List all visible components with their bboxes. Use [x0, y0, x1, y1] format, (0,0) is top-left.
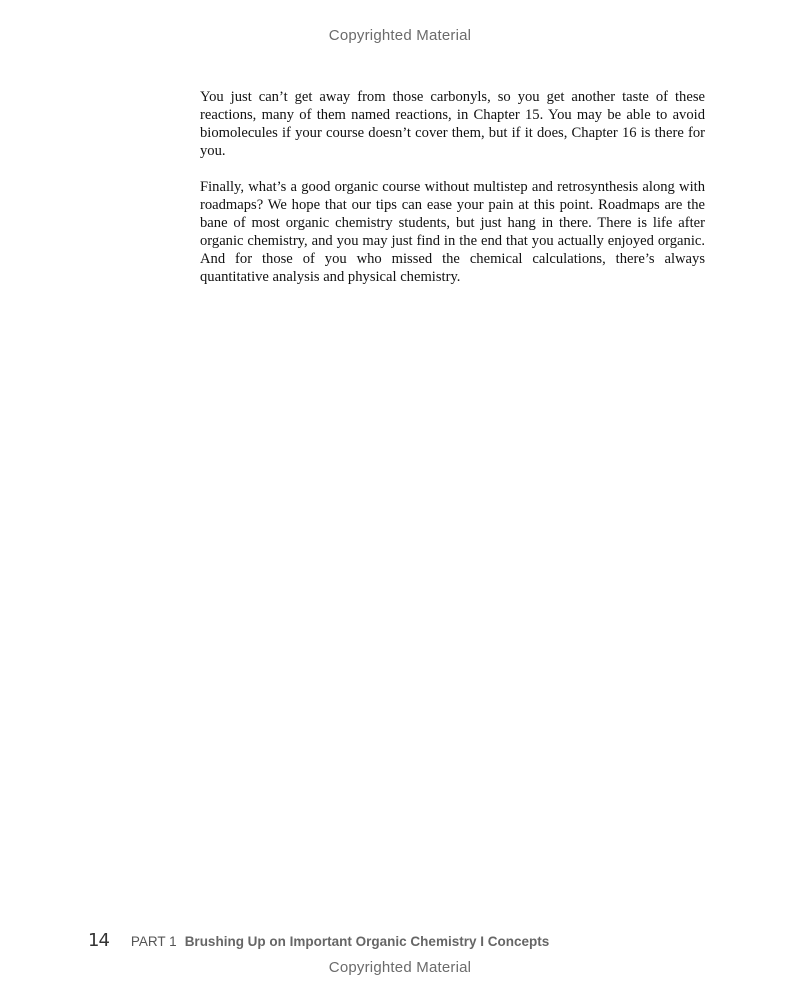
copyright-watermark-top: Copyrighted Material	[328, 27, 472, 44]
running-title: Brushing Up on Important Organic Chemistry I Concepts	[184, 934, 550, 949]
body-text	[200, 88, 705, 304]
copyright-watermark-bottom: Copyrighted Material	[328, 959, 472, 976]
part-label: PART 1	[130, 934, 177, 949]
page-footer	[88, 930, 549, 954]
paragraph-carbonyls: You just can’t get away from those carbonyls, so you get another taste of these reactions, many of them named reactions, in Chapter 15. You may be able to avoid biomolecules if your course doesn’t cover them, but if it does, Chapter 16 is there for you.	[200, 89, 705, 159]
page-number: 14	[88, 930, 109, 951]
paragraph-roadmaps: Finally, what’s a good organic course without multistep and retrosynthesis along with roadmaps? We hope that our tips can ease your pain at this point. Roadmaps are the bane of most organic chemistry students, but just hang in there. There is life after organic chemistry, and you may just find in the end that you actually enjoyed organic. And for those of you who missed the chemical calculations, there’s always quantitative analysis and physical chemistry.	[200, 179, 705, 285]
